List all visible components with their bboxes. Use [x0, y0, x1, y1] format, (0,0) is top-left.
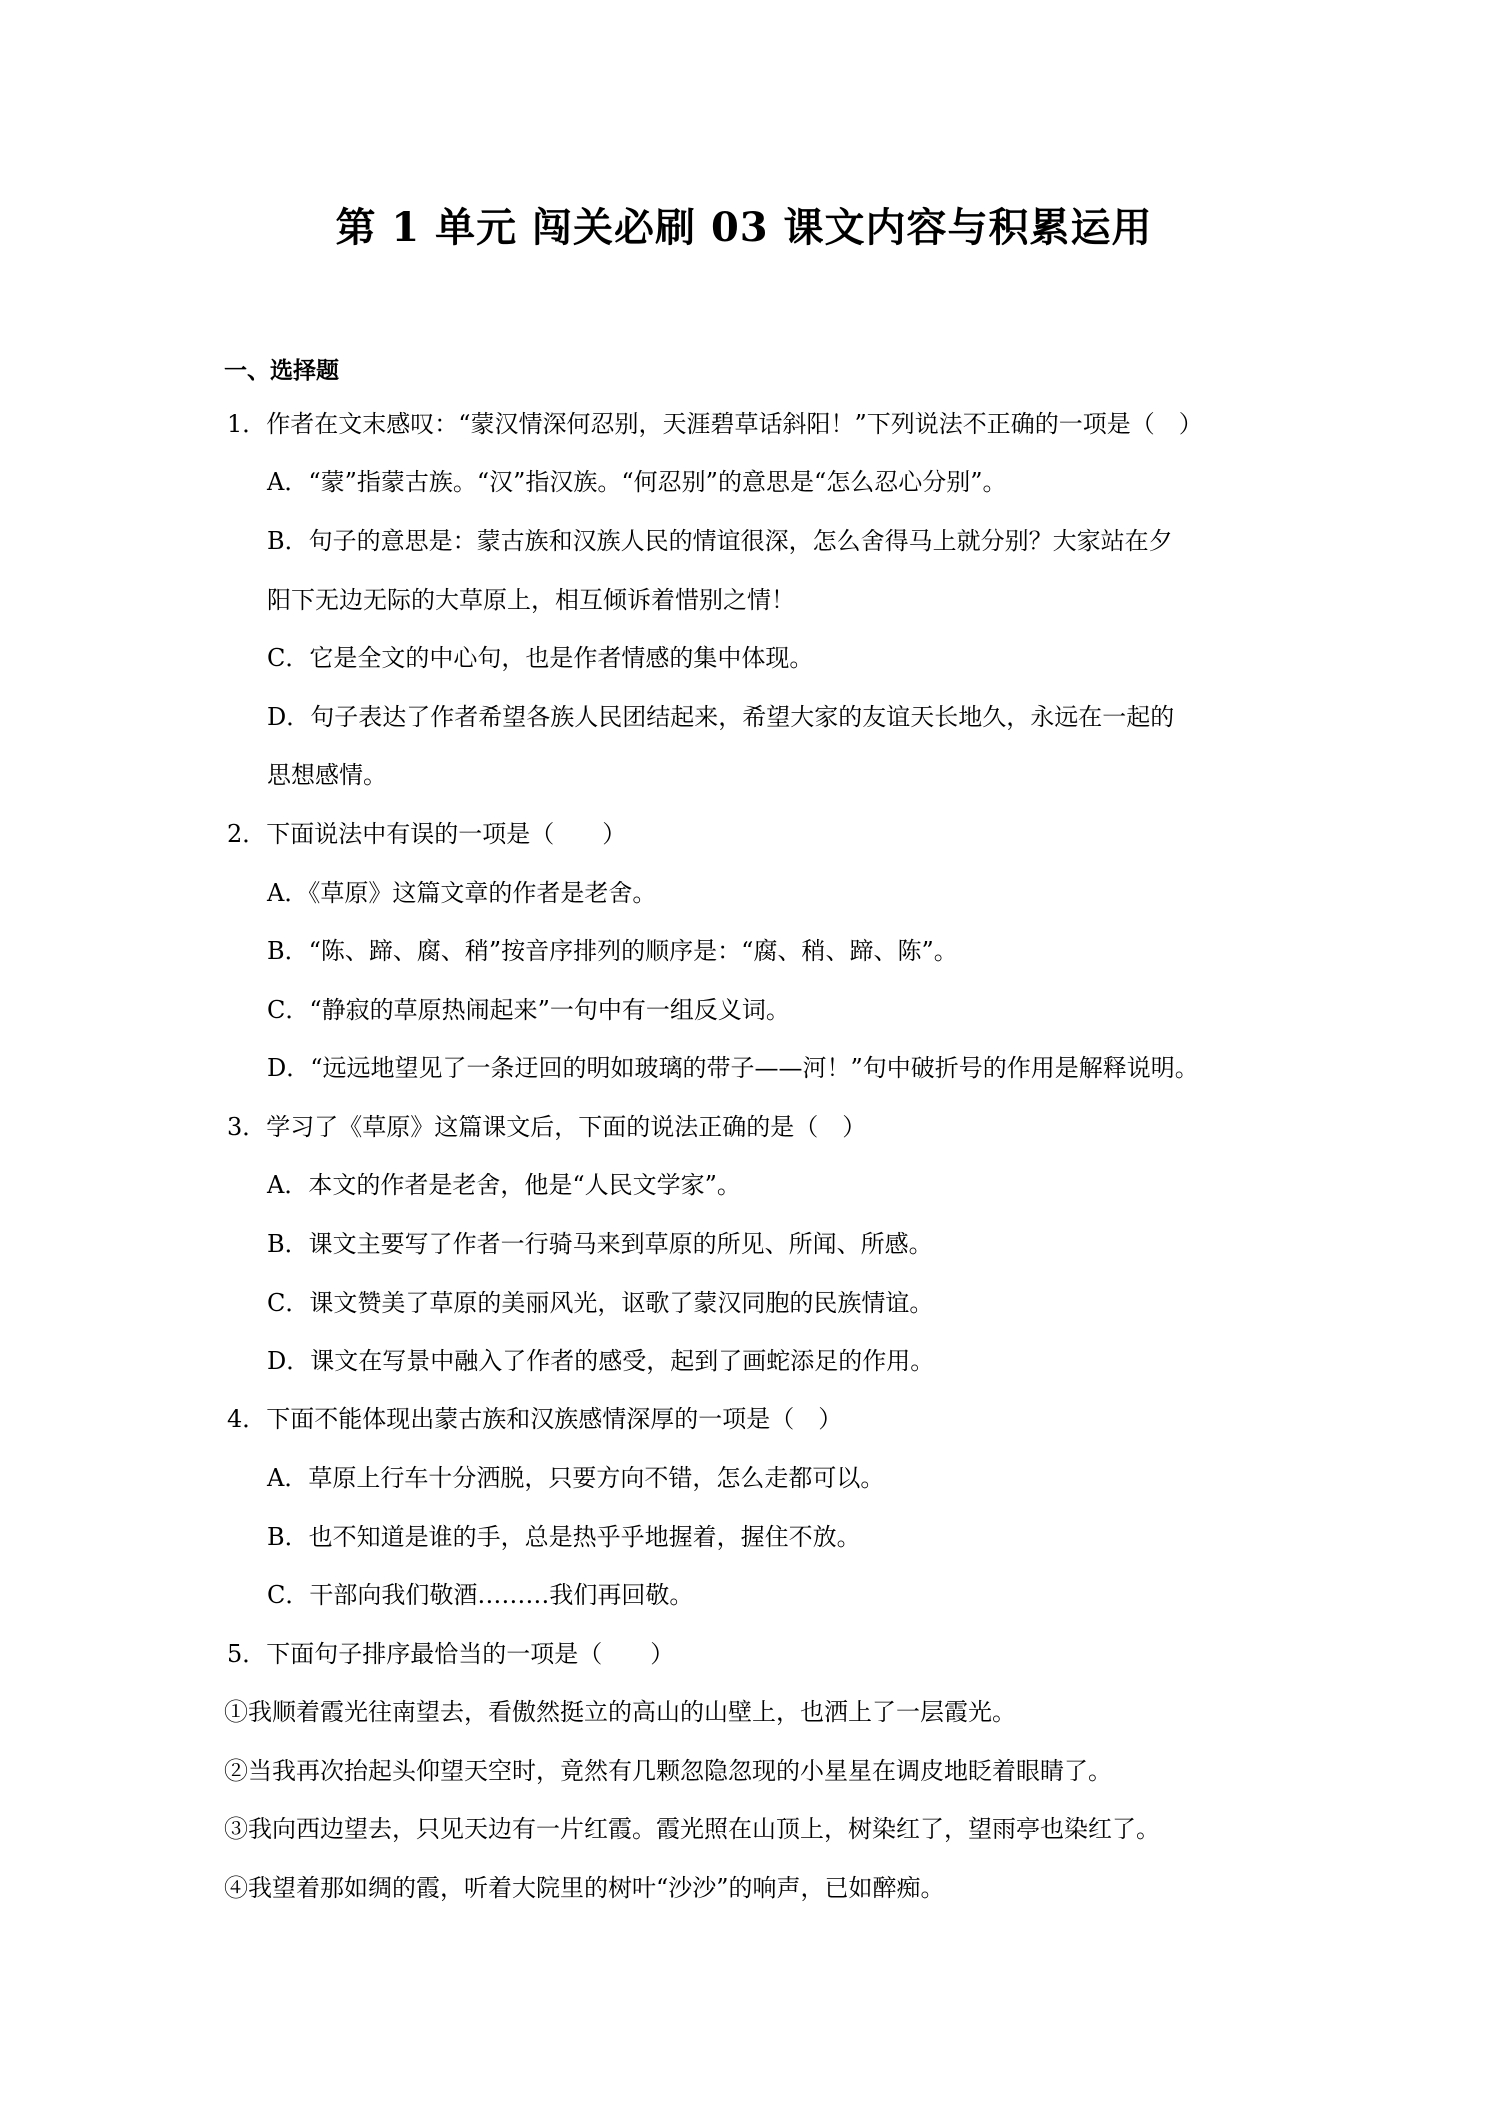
- question-1: 1．作者在文末感叹：“蒙汉情深何忍别，天涯碧草话斜阳！”下列说法不正确的一项是（ ）: [227, 410, 1203, 438]
- question-3-option-b: B．课文主要写了作者一行骑马来到草原的所见、所闻、所感。: [267, 1230, 933, 1258]
- question-1-option-d-continued: 思想感情。: [267, 761, 387, 789]
- question-1-option-d: D．句子表达了作者希望各族人民团结起来，希望大家的友谊天长地久，永远在一起的: [267, 703, 1175, 731]
- sentence-1: ①我顺着霞光往南望去，看傲然挺立的高山的山壁上，也洒上了一层霞光。: [224, 1698, 1016, 1726]
- question-1-option-a: A．“蒙”指蒙古族。“汉”指汉族。“何忍别”的意思是“怎么忍心分别”。: [267, 468, 1007, 496]
- question-1-option-c: C．它是全文的中心句，也是作者情感的集中体现。: [267, 644, 814, 672]
- sentence-4: ④我望着那如绸的霞，听着大院里的树叶“沙沙”的响声，已如醉痴。: [224, 1874, 945, 1902]
- sentence-3: ③我向西边望去，只见天边有一片红霞。霞光照在山顶上，树染红了，望雨亭也染红了。: [224, 1815, 1160, 1843]
- section-title: 一、选择题: [224, 358, 339, 384]
- question-1-option-b-continued: 阳下无边无际的大草原上，相互倾诉着惜别之情！: [267, 586, 795, 614]
- question-3-option-d: D．课文在写景中融入了作者的感受，起到了画蛇添足的作用。: [267, 1347, 935, 1375]
- question-3-option-a: A．本文的作者是老舍，他是“人民文学家”。: [267, 1171, 741, 1199]
- question-3: 3．学习了《草原》这篇课文后，下面的说法正确的是（ ）: [227, 1113, 867, 1141]
- question-2: 2．下面说法中有误的一项是（ ）: [227, 820, 627, 848]
- question-4-option-a: A．草原上行车十分洒脱，只要方向不错，怎么走都可以。: [267, 1464, 885, 1492]
- question-2-option-c: C．“静寂的草原热闹起来”一句中有一组反义词。: [267, 996, 790, 1024]
- question-4-option-b: B．也不知道是谁的手，总是热乎乎地握着，握住不放。: [267, 1523, 861, 1551]
- question-2-option-a: A．《草原》这篇文章的作者是老舍。: [267, 879, 657, 907]
- question-2-option-d: D．“远远地望见了一条迂回的明如玻璃的带子——河！”句中破折号的作用是解释说明。: [267, 1054, 1199, 1082]
- question-2-option-b: B．“陈、蹄、腐、稍”按音序排列的顺序是：“腐、稍、蹄、陈”。: [267, 937, 958, 965]
- question-5: 5．下面句子排序最恰当的一项是（ ）: [227, 1640, 675, 1668]
- question-3-option-c: C．课文赞美了草原的美丽风光，讴歌了蒙汉同胞的民族情谊。: [267, 1289, 934, 1317]
- page-title: 第 1 单元 闯关必刷 03 课文内容与积累运用: [335, 204, 1153, 251]
- question-1-option-b: B．句子的意思是：蒙古族和汉族人民的情谊很深，怎么舍得马上就分别？大家站在夕: [267, 527, 1173, 555]
- question-4: 4．下面不能体现出蒙古族和汉族感情深厚的一项是（ ）: [227, 1405, 843, 1433]
- sentence-2: ②当我再次抬起头仰望天空时，竟然有几颗忽隐忽现的小星星在调皮地眨着眼睛了。: [224, 1757, 1112, 1785]
- question-4-option-c: C．干部向我们敬酒………我们再回敬。: [267, 1581, 694, 1609]
